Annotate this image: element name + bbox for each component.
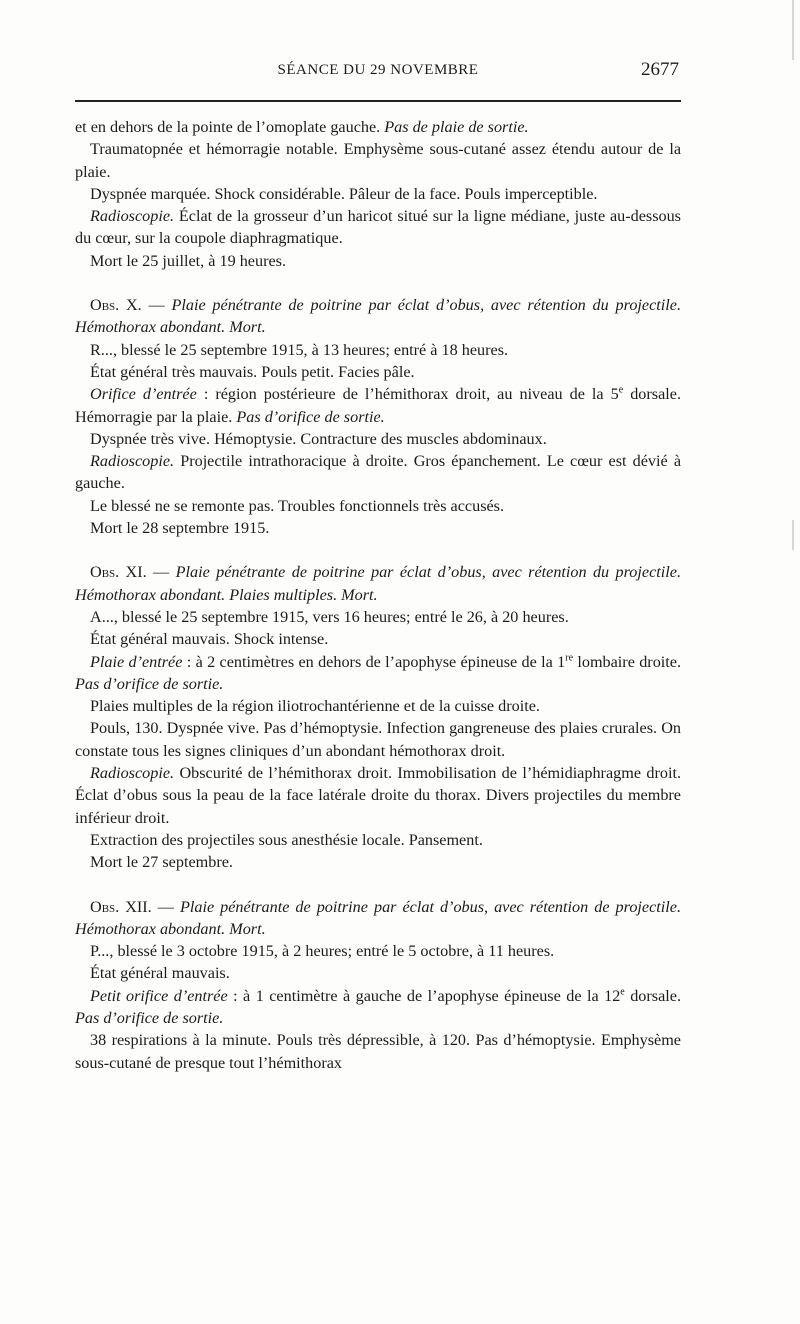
- text-run: Projectile intrathoracique à droite. Gros épanchement. Le cœur est dévié à gauche.: [75, 452, 681, 493]
- text-run: P..., blessé le 3 octobre 1915, à 2 heures; entré le 5 octobre, à 11 heures.: [90, 942, 555, 961]
- paragraph: [75, 762, 681, 829]
- italic-text: Radioscopie.: [90, 452, 175, 471]
- paragraph: [75, 940, 681, 962]
- italic-text: Plaie pénétrante de poitrine par éclat d’obus, avec rétention de projectile. Hémothorax abondant. Mort.: [75, 897, 681, 938]
- text-run: R..., blessé le 25 septembre 1915, à 13 heures; entré à 18 heures.: [90, 340, 509, 359]
- text-run: Mort le 27 septembre.: [90, 853, 233, 872]
- text-run: lombaire droite.: [573, 652, 682, 671]
- paragraph: [75, 250, 681, 272]
- paragraph: [75, 651, 681, 696]
- paragraph: [75, 1029, 681, 1074]
- text-run: Mort le 28 septembre 1915.: [90, 519, 270, 538]
- text-run: Éclat de la grosseur d’un haricot situé sur la ligne médiane, juste au-dessous du cœur, sur la coupole diaphragmatique.: [75, 207, 681, 248]
- observation-label: Obs. X.: [90, 296, 142, 315]
- paragraph: [75, 116, 681, 138]
- italic-text: Pas d’orifice de sortie.: [75, 1008, 224, 1027]
- superscript: e: [618, 384, 624, 396]
- paragraph: [75, 962, 681, 984]
- text-run: dorsale. Hémorragie par la plaie.: [75, 385, 681, 426]
- header-rule: [75, 100, 681, 102]
- scan-edge-mark: [792, 520, 794, 550]
- text-run: Le blessé ne se remonte pas. Troubles fonctionnels très accusés.: [90, 496, 505, 515]
- italic-text: Plaie pénétrante de poitrine par éclat d’obus, avec rétention du projectile. Hémothorax abondant. Plaies multiples. Mort.: [75, 563, 681, 604]
- body-text: [75, 116, 681, 1074]
- text-run: —: [151, 897, 180, 916]
- text-run: —: [141, 296, 172, 315]
- page-header: [75, 59, 681, 92]
- paragraph: [75, 517, 681, 539]
- italic-text: Radioscopie.: [90, 764, 175, 783]
- italic-text: Plaie pénétrante de poitrine par éclat d’obus, avec rétention du projectile. Hémothorax abondant. Mort.: [75, 296, 682, 337]
- text-run: A..., blessé le 25 septembre 1915, vers 16 heures; entré le 26, à 20 heures.: [90, 607, 569, 626]
- italic-text: Pas d’orifice de sortie.: [236, 407, 385, 426]
- text-run: Mort le 25 juillet, à 19 heures.: [90, 251, 287, 270]
- paragraph-gap: [75, 272, 681, 294]
- paragraph-gap: [75, 539, 681, 561]
- paragraph: [75, 628, 681, 650]
- superscript: re: [565, 652, 574, 664]
- text-run: Dyspnée très vive. Hémoptysie. Contracture des muscles abdominaux.: [90, 429, 547, 448]
- paragraph: [75, 495, 681, 517]
- text-run: Plaies multiples de la région iliotrochantérienne et de la cuisse droite.: [90, 697, 540, 716]
- paragraph-gap: [75, 874, 681, 896]
- paragraph: [75, 985, 681, 1030]
- text-run: 38 respirations à la minute. Pouls très dépressible, à 120. Pas d’hémoptysie. Emphysème sous-cutané de presque tout l’hémithorax: [75, 1031, 681, 1072]
- italic-text: Orifice d’entrée: [90, 385, 197, 404]
- text-run: —: [146, 563, 176, 582]
- paragraph: [75, 829, 681, 851]
- paragraph: [75, 361, 681, 383]
- italic-text: Petit orifice d’entrée: [90, 986, 228, 1005]
- text-run: Obscurité de l’hémithorax droit. Immobilisation de l’hémidiaphragme droit. Éclat d’obus sous la peau de la face latérale droite du thorax. Divers projectiles du membre inférieur droit.: [75, 764, 681, 827]
- paragraph: [75, 695, 681, 717]
- text-run: dorsale.: [624, 986, 681, 1005]
- text-run: État général très mauvais. Pouls petit. Facies pâle.: [90, 362, 415, 381]
- page-number: 2677: [641, 59, 679, 80]
- paragraph: [75, 561, 681, 606]
- text-run: Pouls, 130. Dyspnée vive. Pas d’hémoptysie. Infection gangreneuse des plaies crurales. On constate tous les signes cliniques d’un abondant hémothorax droit.: [75, 719, 681, 760]
- paragraph: [75, 339, 681, 361]
- italic-text: Plaie d’entrée: [90, 652, 183, 671]
- italic-text: Pas d’orifice de sortie.: [75, 674, 224, 693]
- superscript: e: [620, 986, 625, 998]
- text-run: : à 2 centimètres en dehors de l’apophyse épineuse de la 1: [182, 652, 566, 671]
- italic-text: Radioscopie.: [90, 207, 175, 226]
- text-run: Dyspnée marquée. Shock considérable. Pâleur de la face. Pouls imperceptible.: [90, 184, 598, 203]
- text-run: Extraction des projectiles sous anesthésie locale. Pansement.: [90, 830, 483, 849]
- scan-edge-mark: [792, 0, 794, 60]
- paragraph: [75, 205, 681, 250]
- text-run: État général mauvais.: [90, 964, 230, 983]
- paragraph: [75, 896, 681, 941]
- italic-text: Pas de plaie de sortie.: [384, 118, 529, 136]
- paragraph: [75, 428, 681, 450]
- paragraph: [75, 851, 681, 873]
- text-run: et en dehors de la pointe de l’omoplate gauche.: [75, 118, 385, 136]
- paragraph: [75, 450, 681, 495]
- observation-label: Obs. XI.: [90, 563, 147, 582]
- paragraph: [75, 138, 681, 183]
- paragraph: [75, 294, 681, 339]
- text-run: : à 1 centimètre à gauche de l’apophyse épineuse de la 12: [227, 986, 621, 1005]
- paragraph: [75, 183, 681, 205]
- running-title: SÉANCE DU 29 NOVEMBRE: [277, 62, 479, 78]
- paragraph: [75, 383, 681, 428]
- text-run: Traumatopnée et hémorragie notable. Emphysème sous-cutané assez étendu autour de la plaie.: [75, 140, 681, 181]
- paragraph: [75, 606, 681, 628]
- text-run: État général mauvais. Shock intense.: [90, 630, 329, 649]
- text-run: : région postérieure de l’hémithorax droit, au niveau de la 5: [196, 385, 619, 404]
- observation-label: Obs. XII.: [90, 897, 152, 916]
- paragraph: [75, 717, 681, 762]
